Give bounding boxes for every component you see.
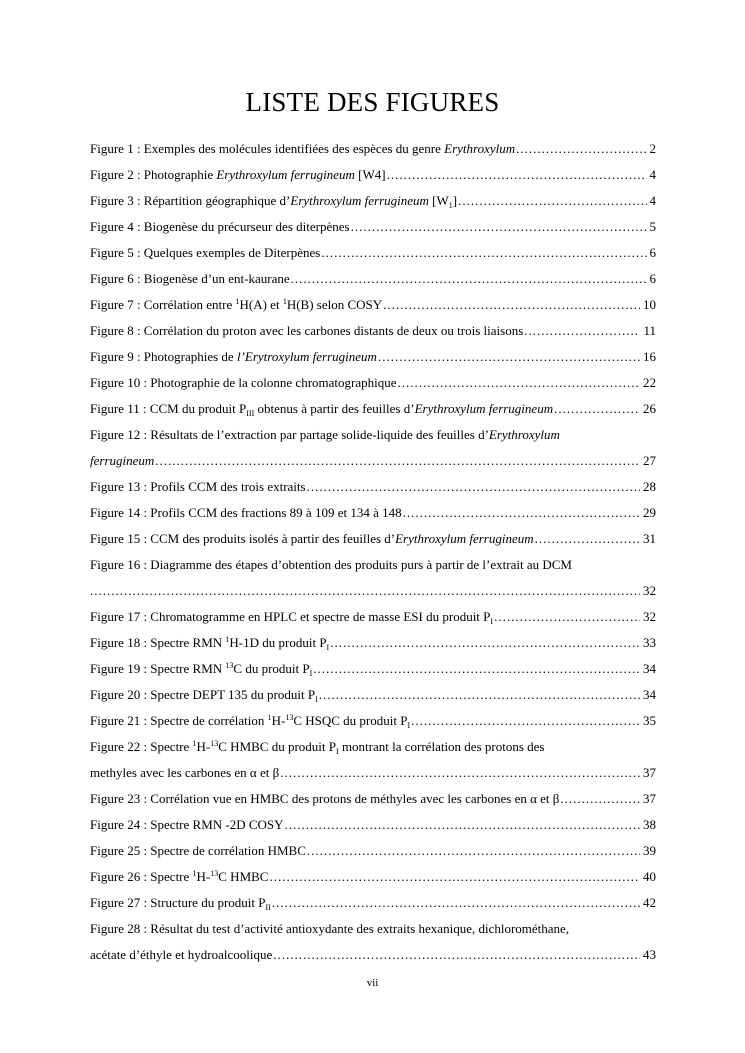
toc-entry[interactable] [90, 348, 656, 374]
toc-page-number: 22 [643, 375, 656, 390]
toc-entry-label: Figure 11 : CCM du produit $P_{III}$ obtenus à partir des feuilles d’Erythroxylum ferrugineum [90, 401, 554, 418]
dot-leader [554, 400, 640, 418]
toc-entry-label: Figure 3 : Répartition géographique d’Erythroxylum ferrugineum $[W_1]$ [90, 193, 458, 210]
toc-entry-label: Figure 8 : Corrélation du proton avec les carbones distants de deux ou trois liaisons [90, 323, 524, 338]
toc-page-number: 4 [649, 193, 656, 208]
toc-entry[interactable] [90, 192, 656, 218]
toc-entry-label: Figure 17 : Chromatogramme en HPLC et spectre de masse ESI du produit $P_I$ [90, 609, 494, 626]
dot-leader [272, 894, 640, 912]
toc-page-number: 27 [643, 453, 656, 468]
dot-leader [155, 452, 640, 470]
toc-entry[interactable] [90, 634, 656, 660]
toc-entry-label: Figure 28 : Résultat du test d’activité antioxydante des extraits hexanique, dichlorométhane, [90, 921, 570, 936]
dot-leader [383, 296, 640, 314]
dot-leader [330, 634, 640, 652]
dot-leader [285, 816, 640, 834]
toc-page-number: 29 [643, 505, 656, 520]
toc-page-number: 37 [643, 791, 656, 806]
toc-entry-label: Figure 24 : Spectre RMN -2D COSY [90, 817, 284, 832]
toc-entry-label: Figure 13 : Profils CCM des trois extraits [90, 479, 306, 494]
toc-entry-label: ferrugineum [90, 453, 155, 468]
toc-entry-label: Figure 23 : Corrélation vue en HMBC des protons de méthyles avec les carbones en α et β [90, 791, 560, 806]
toc-page-number: 2 [649, 141, 656, 156]
toc-entry-label: Figure 19 : Spectre RMN $^{13}$C du produit $P_I$ [90, 661, 313, 678]
toc-entry[interactable] [90, 738, 656, 764]
toc-entry-label: acétate d’éthyle et hydroalcoolique [90, 947, 273, 962]
toc-entry[interactable] [90, 556, 656, 582]
toc-entry-label: Figure 20 : Spectre DEPT 135 du produit $P_I$ [90, 687, 318, 704]
dot-leader [387, 166, 647, 184]
dot-leader [273, 946, 640, 964]
dot-leader [321, 244, 646, 262]
dot-leader [535, 530, 640, 548]
toc-entry[interactable] [90, 608, 656, 634]
toc-entry[interactable] [90, 140, 656, 166]
toc-page-number: 16 [643, 349, 656, 364]
toc-page-number: 26 [643, 401, 656, 416]
toc-entry-label: Figure 10 : Photographie de la colonne chromatographique [90, 375, 397, 390]
toc-entry-label: Figure 22 : Spectre $^1$H-$^{13}$C HMBC du produit $P_I$ montrant la corrélation des protons des [90, 739, 545, 756]
toc-entry[interactable] [90, 374, 656, 400]
toc-entry[interactable] [90, 868, 656, 894]
toc-entry-label: Figure 9 : Photographies de l’Erytroxylum ferrugineum [90, 349, 377, 364]
toc-entry[interactable] [90, 504, 656, 530]
dot-leader [524, 322, 640, 340]
dot-leader [378, 348, 640, 366]
toc-entry[interactable] [90, 816, 656, 842]
toc-entry[interactable] [90, 712, 656, 738]
toc-entry[interactable] [90, 478, 656, 504]
dot-leader [319, 686, 640, 704]
page-title: LISTE DES FIGURES [245, 87, 500, 117]
dot-leader [269, 868, 640, 886]
toc-entry[interactable] [90, 426, 656, 452]
toc-page-number: 6 [649, 245, 656, 260]
toc-entry[interactable] [90, 842, 656, 868]
dot-leader [403, 504, 640, 522]
dot-leader [90, 582, 640, 600]
toc-entry[interactable] [90, 660, 656, 686]
toc-entry[interactable] [90, 400, 656, 426]
toc-entry[interactable] [90, 270, 656, 296]
toc-entry-label: Figure 26 : Spectre $^1$H-$^{13}$C HMBC [90, 869, 269, 884]
toc-page-number: 33 [643, 635, 656, 650]
dot-leader [398, 374, 640, 392]
dot-leader [307, 842, 640, 860]
toc-page-number: 34 [643, 661, 656, 676]
toc-page-number: 32 [643, 609, 656, 624]
toc-entry[interactable] [90, 530, 656, 556]
toc-entry-continuation[interactable] [90, 946, 656, 972]
toc-entry-continuation[interactable] [90, 452, 656, 478]
toc-entry[interactable] [90, 920, 656, 946]
toc-page-number: 32 [643, 583, 656, 598]
dot-leader [560, 790, 640, 808]
toc-entry[interactable] [90, 296, 656, 322]
toc-entry-continuation[interactable] [90, 582, 656, 608]
toc-page-number: 5 [649, 219, 656, 234]
toc-page-number: 34 [643, 687, 656, 702]
toc-entry-label: Figure 12 : Résultats de l’extraction par partage solide-liquide des feuilles d’Erythroxylum [90, 427, 560, 442]
dot-leader [307, 478, 640, 496]
toc-entry[interactable] [90, 894, 656, 920]
toc-page-number: 10 [643, 297, 656, 312]
toc-page-number: 28 [643, 479, 656, 494]
toc-entry-label: Figure 2 : Photographie Erythroxylum ferrugineum [W4] [90, 167, 386, 182]
toc-page-number: 6 [649, 271, 656, 286]
toc-entry-label: Figure 16 : Diagramme des étapes d’obtention des produits purs à partir de l’extrait au DCM [90, 557, 572, 572]
toc-entry-label: Figure 7 : Corrélation entre $^1$H(A) et $^1$H(B) selon COSY [90, 297, 383, 312]
toc-page-number: 39 [643, 843, 656, 858]
toc-entry-label: Figure 25 : Spectre de corrélation HMBC [90, 843, 306, 858]
toc-entry[interactable] [90, 218, 656, 244]
toc-page-number: 11 [643, 323, 656, 338]
toc-page-number: 31 [643, 531, 656, 546]
toc-entry-label: Figure 4 : Biogenèse du précurseur des diterpènes [90, 219, 350, 234]
dot-leader [313, 660, 640, 678]
toc-entry[interactable] [90, 322, 656, 348]
dot-leader [411, 712, 640, 730]
toc-entry[interactable] [90, 790, 656, 816]
toc-entry-label: Figure 27 : Structure du produit $P_{II}$ [90, 895, 271, 912]
toc-entry-label: Figure 6 : Biogenèse d’un ent-kaurane [90, 271, 290, 286]
dot-leader [351, 218, 647, 236]
toc-entry[interactable] [90, 244, 656, 270]
toc-entry-label: Figure 1 : Exemples des molécules identifiées des espèces du genre Erythroxylum [90, 141, 516, 156]
figure-list [90, 140, 656, 972]
page-footer-number: vii [366, 977, 379, 989]
dot-leader [291, 270, 647, 288]
dot-leader [516, 140, 646, 158]
dot-leader [280, 764, 640, 782]
toc-page-number: 38 [643, 817, 656, 832]
toc-page-number: 37 [643, 765, 656, 780]
dot-leader [494, 608, 640, 626]
toc-entry-label: Figure 21 : Spectre de corrélation $^1$H-$^{13}$C HSQC du produit $P_I$ [90, 713, 411, 730]
toc-entry-label: Figure 18 : Spectre RMN $^1$H-1D du produit $P_I$ [90, 635, 330, 652]
toc-page-number: 35 [643, 713, 656, 728]
toc-page-number: 42 [643, 895, 656, 910]
toc-entry-continuation[interactable] [90, 764, 656, 790]
toc-entry-label: Figure 14 : Profils CCM des fractions 89 à 109 et 134 à 148 [90, 505, 402, 520]
toc-entry-label: Figure 5 : Quelques exemples de Diterpènes [90, 245, 321, 260]
toc-page-number: 40 [643, 869, 656, 884]
dot-leader [458, 192, 646, 210]
toc-page-number: 43 [643, 947, 656, 962]
toc-entry-label: Figure 15 : CCM des produits isolés à partir des feuilles d’Erythroxylum ferrugineum [90, 531, 534, 546]
toc-page-number: 4 [649, 167, 656, 182]
toc-entry[interactable] [90, 166, 656, 192]
toc-entry[interactable] [90, 686, 656, 712]
toc-entry-label: methyles avec les carbones en α et β [90, 765, 280, 780]
